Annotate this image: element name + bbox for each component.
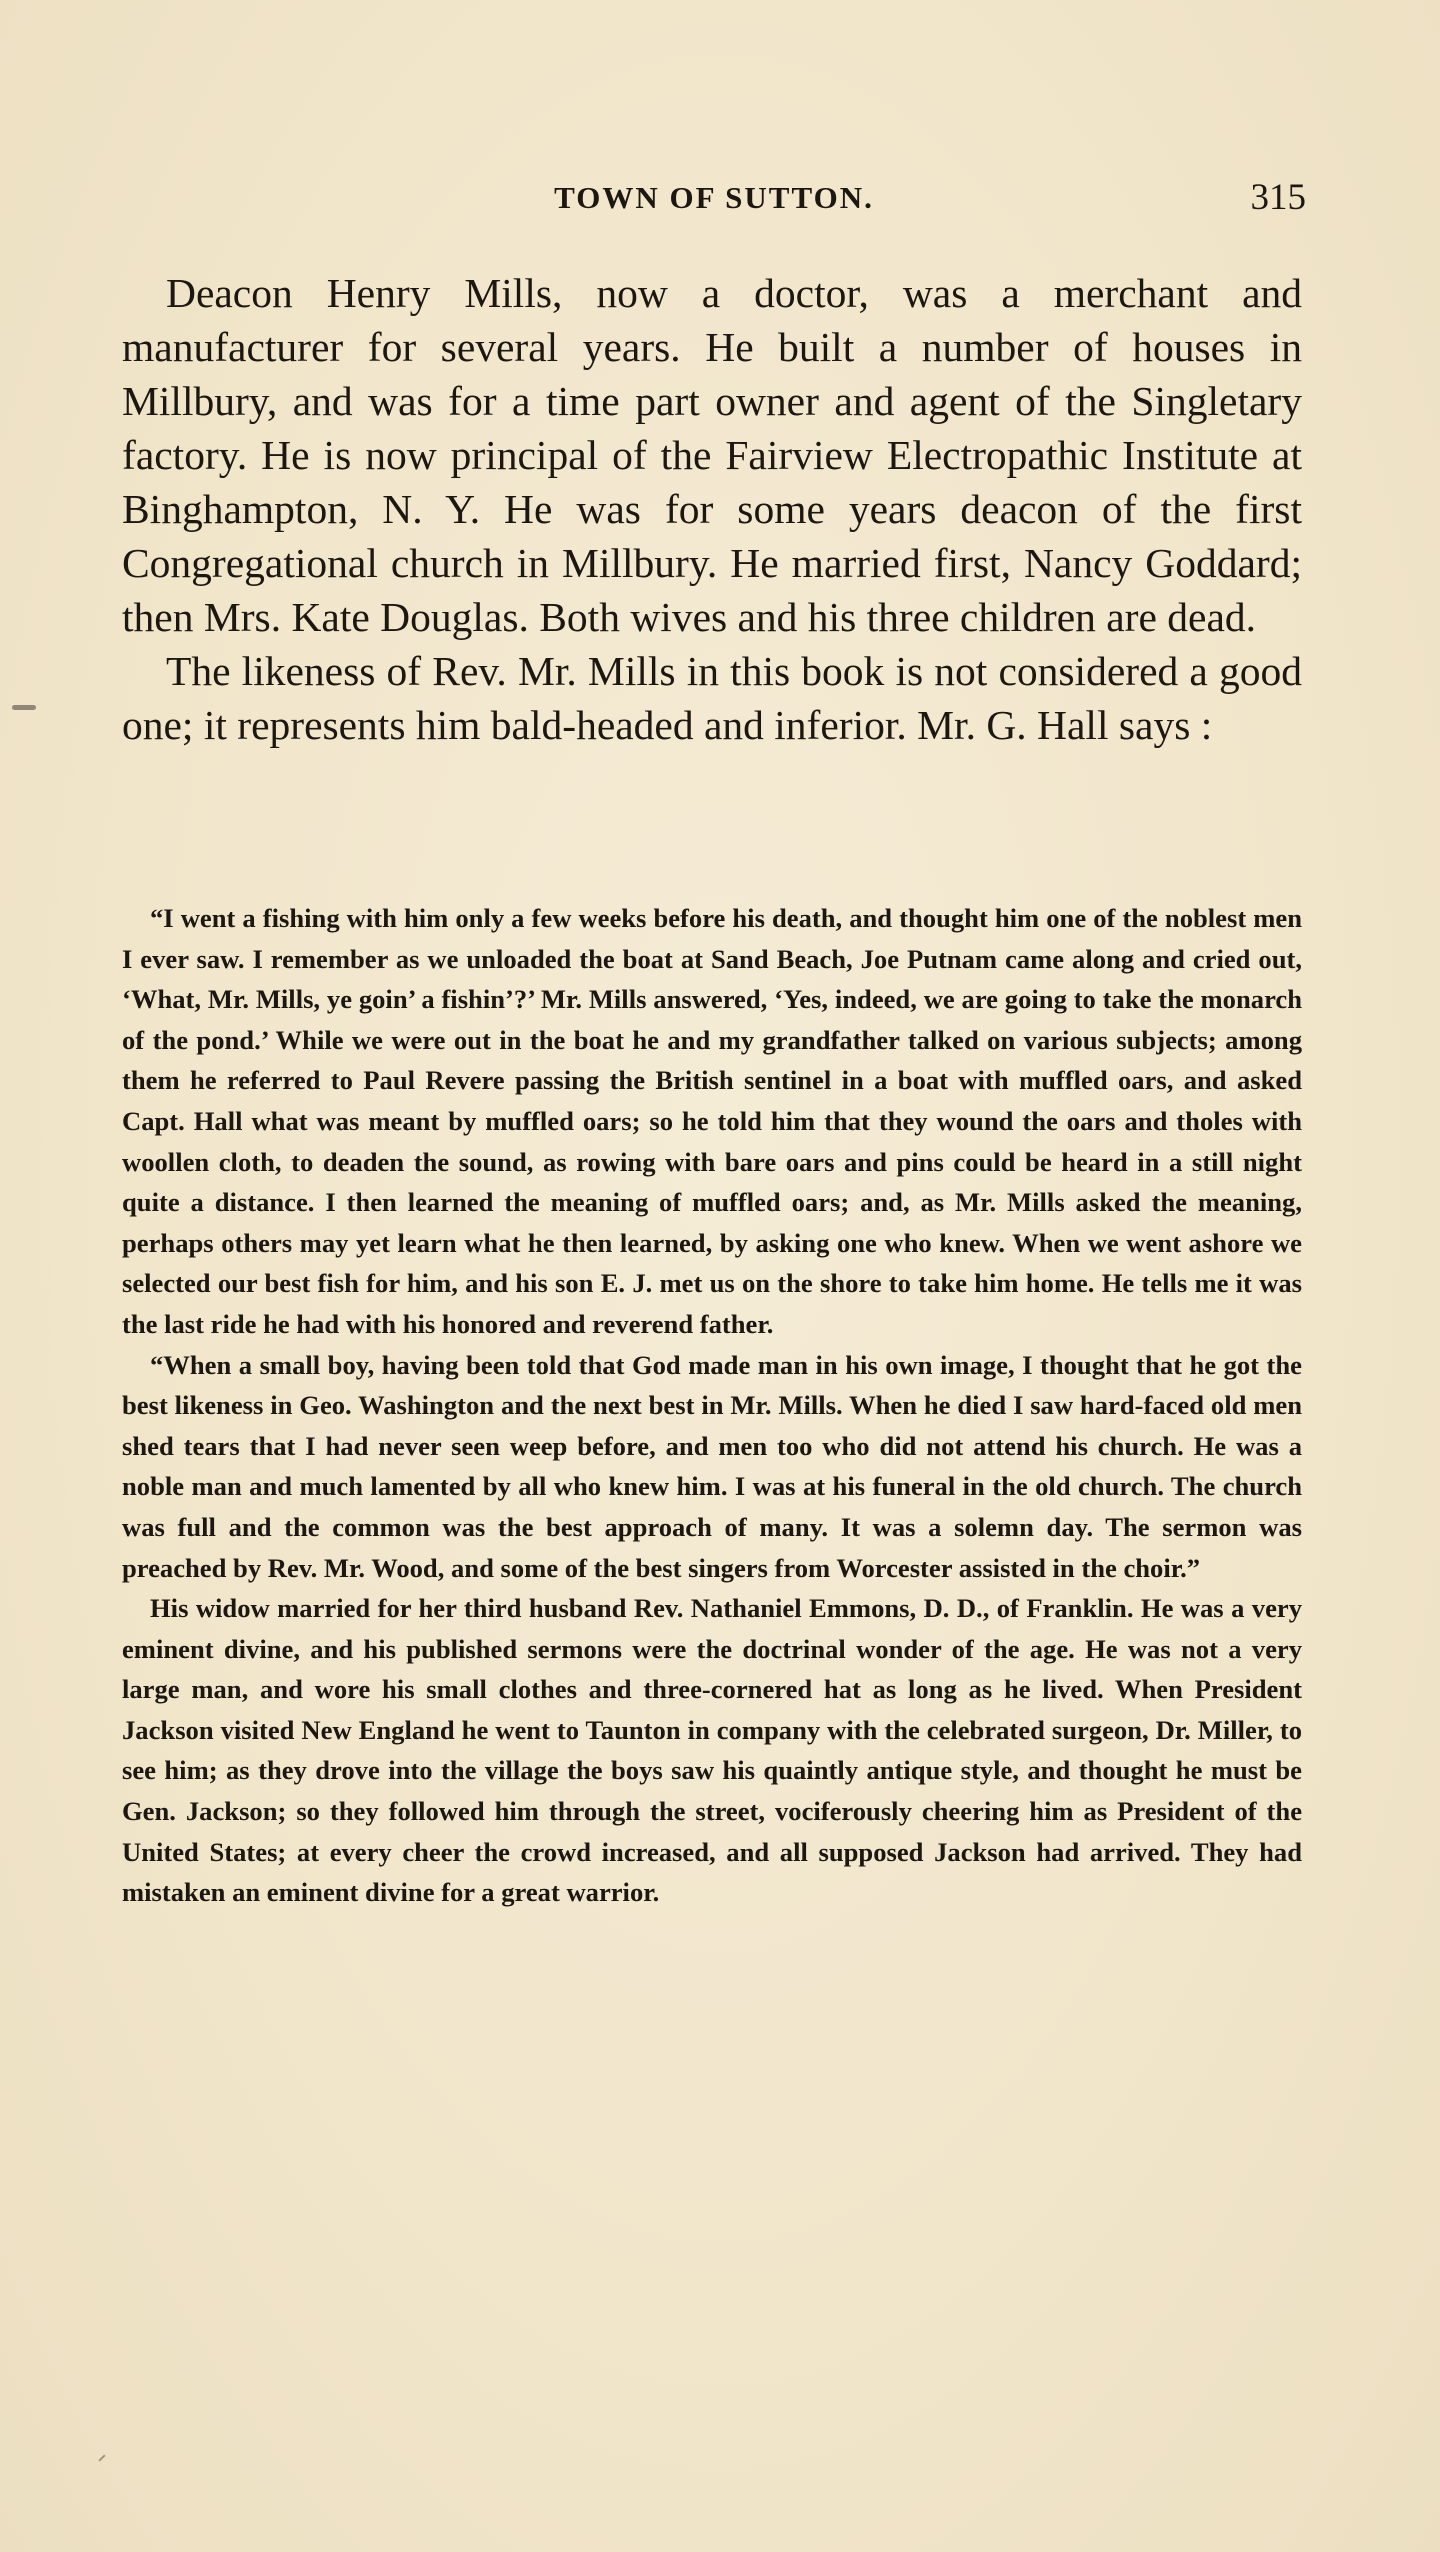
main-text-large [122, 266, 1302, 752]
paragraph-likeness: The likeness of Rev. Mr. Mills in this book is not considered a good one; it represents him bald-headed and inferior. Mr. G. Hall says : [122, 648, 1302, 748]
bottom-ink-tick [98, 2454, 105, 2461]
paragraph-fishing-quote: “I went a fishing with him only a few weeks before his death, and thought him one of the noblest men I ever saw. I remember as we unloaded the boat at Sand Beach, Joe Putnam came along and cried out, ‘What, Mr. Mills, ye goin’ a fishin’?’ Mr. Mills answered, ‘Yes, indeed, we are going to take the monarch of the pond.’ While we were out in the boat he and my grandfather talked on various subjects; among them he referred to Paul Revere passing the British sentinel in a boat with muffled oars, and asked Capt. Hall what was meant by muffled oars; so he told him that they wound the oars and tholes with woollen cloth, to deaden the sound, as rowing with bare oars and pins could be heard in a still night quite a distance. I then learned the meaning of muffled oars; and, as Mr. Mills asked the meaning, perhaps others may yet learn what he then learned, by asking one who knew. When we went ashore we selected our best fish for him, and his son E. J. met us on the shore to take him home. He tells me it was the last ride he had with his honored and reverend father. [122, 903, 1302, 1339]
page-number: 315 [1250, 177, 1306, 218]
paragraph-widow-emmons: His widow married for her third husband Rev. Nathaniel Emmons, D. D., of Franklin. He was a very eminent divine, and his published sermons were the doctrinal wonder of the age. He was not a very large man, and wore his small clothes and three-cornered hat as long as he lived. When President Jackson visited New England he went to Taunton in company with the celebrated surgeon, Dr. Miller, to see him; as they drove into the village the boys saw his quaintly antique style, and thought he must be Gen. Jackson; so they followed him through the street, vociferously cheering him as President of the United States; at every cheer the crowd increased, and all supposed Jackson had arrived. They had mistaken an eminent divine for a great warrior. [122, 1593, 1302, 1908]
running-head [122, 176, 1306, 226]
quoted-text-small [122, 898, 1302, 1913]
paragraph-small-boy-quote: “When a small boy, having been told that God made man in his own image, I thought that he got the best likeness in Geo. Washington and the next best in Mr. Mills. When he died I saw hard-faced old men shed tears that I had never seen weep before, and men too who did not attend his church. He was a noble man and much lamented by all who knew him. I was at his funeral in the old church. The church was full and the common was the best approach of many. It was a solemn day. The sermon was preached by Rev. Mr. Wood, and some of the best singers from Worcester assisted in the choir.” [122, 1349, 1302, 1583]
margin-ink-mark [12, 705, 36, 710]
running-title: TOWN OF SUTTON. [554, 180, 874, 215]
paragraph-deacon-henry-mills: Deacon Henry Mills, now a doctor, was a merchant and manufacturer for several years. He built a number of houses in Millbury, and was for a time part owner and agent of the Singletary factory. He is now principal of the Fairview Electropathic Institute at Binghampton, N. Y. He was for some years deacon of the first Congregational church in Millbury. He married first, Nancy Goddard; then Mrs. Kate Douglas. Both wives and his three children are dead. [122, 270, 1302, 640]
